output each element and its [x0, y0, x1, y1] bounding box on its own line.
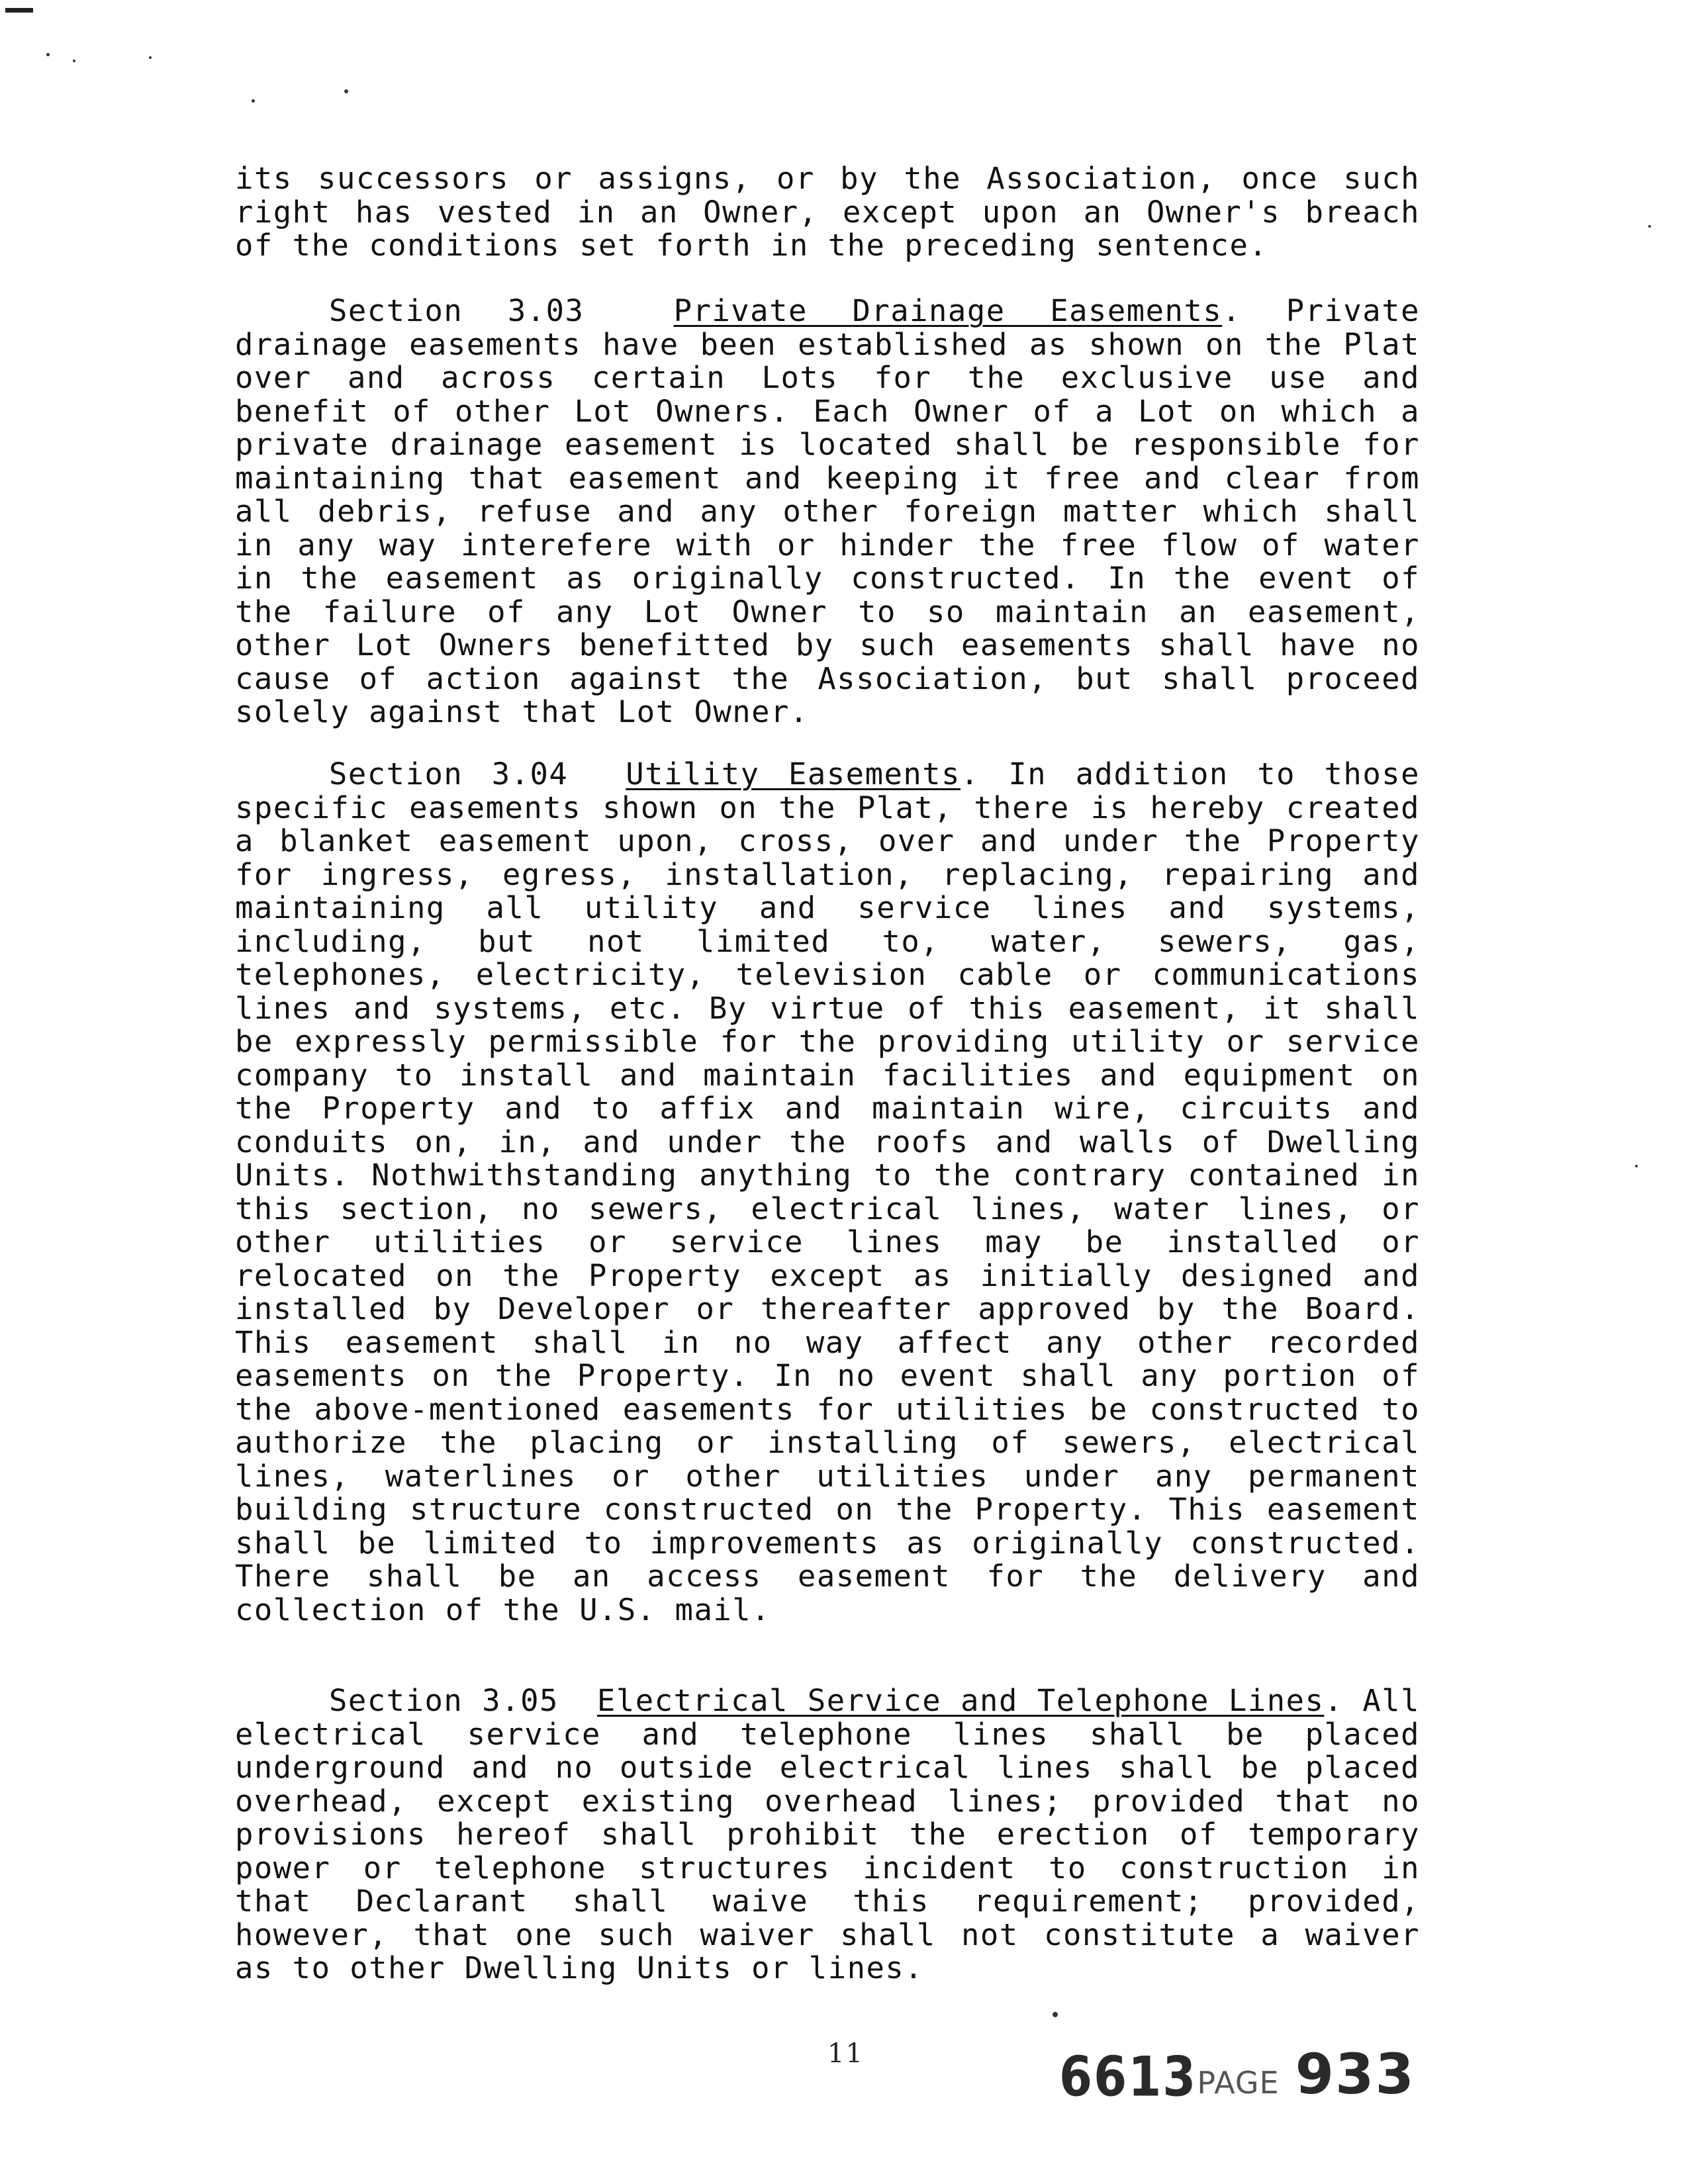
scan-speck [1648, 225, 1651, 228]
section-3-03 [235, 295, 1420, 729]
scan-speck [1635, 1165, 1638, 1167]
section-heading: Utility Easements [626, 756, 961, 792]
scan-speck [46, 53, 50, 56]
section-body: . Private drainage easements have been established as shown on the Plat over and across certain Lots for the exclusive use and benefit of other Lot Owners. Each Owner of a Lot on which a private drainage easement is located shall be responsible for maintaining that easement and keeping it free and clear from all debris, refuse and any other foreign matter which shall in any way interefere with or hinder the free flow of water in the easement as originally constructed. In the event of the failure of any Lot Owner to so maintain an easement, other Lot Owners benefitted by such easements shall have no cause of action against the Association, but shall proceed solely against that Lot Owner. [235, 293, 1420, 729]
stamp-page-word: PAGE [1197, 2065, 1280, 2101]
recording-stamp [1059, 2042, 1415, 2107]
stamp-page-number: 933 [1295, 2042, 1415, 2107]
section-3-04 [235, 758, 1420, 1627]
section-heading: Electrical Service and Telephone Lines [596, 1683, 1325, 1718]
scan-speck [1053, 2012, 1058, 2017]
section-heading: Private Drainage Easements [673, 293, 1223, 328]
scan-speck [252, 99, 255, 103]
section-body: . All electrical service and telephone lines shall be placed underground and no outside electrical lines shall be placed overhead, except existing overhead lines; provided that no provisions hereof shall prohibit the erection of temporary power or telephone structures incident to construction in that Declarant shall waive this requirement; provided, however, that one such waiver shall not constitute a waiver as to other Dwelling Units or lines. [235, 1683, 1421, 1985]
page-number: 11 [827, 2038, 864, 2069]
scan-mark [5, 8, 33, 13]
section-body: . In addition to those specific easements shown on the Plat, there is hereby created a blanket easement upon, cross, over and under the Property for ingress, egress, installation, replacing, repairing and maintaining all utility and service lines and systems, including, but not limited to, water, sewers, gas, telephones, electricity, television cable or communications lines and systems, etc. By virtue of this easement, it shall be expressly permissible for the providing utility or service company to install and maintain facilities and equipment on the Property and to affix and maintain wire, circuits and conduits on, in, and under the roofs and walls of Dwelling Units. Nothwithstanding anything to the contrary contained in this section, no sewers, electrical lines, water lines, or other utilities or service lines may be installed or relocated on the Property except as initially designed and installed by Developer or thereafter approved by the Board. This easement shall in no way affect any other recorded easements on the Property. In no event shall any portion of the above-mentioned easements for utilities be constructed to authorize the placing or installing of sewers, electrical lines, waterlines or other utilities under any permanent building structure constructed on the Property. This easement shall be limited to improvements as originally constructed. There shall be an access easement for the delivery and collection of the U.S. mail. [235, 756, 1420, 1627]
section-number: Section 3.05 [329, 1683, 559, 1718]
continuation-paragraph [235, 162, 1420, 263]
stamp-book-number: 6613 [1059, 2044, 1197, 2109]
scan-speck [344, 89, 348, 93]
continuation-text: its successors or assigns, or by the Association, once such right has vested in an Owner, except upon an Owner's breach of the conditions set forth in the preceding sentence. [235, 161, 1420, 263]
section-3-05 [235, 1684, 1420, 1985]
section-number: Section 3.04 [329, 756, 569, 792]
scan-speck [73, 60, 75, 62]
section-number: Section 3.03 [329, 293, 585, 328]
scan-speck [149, 56, 152, 59]
